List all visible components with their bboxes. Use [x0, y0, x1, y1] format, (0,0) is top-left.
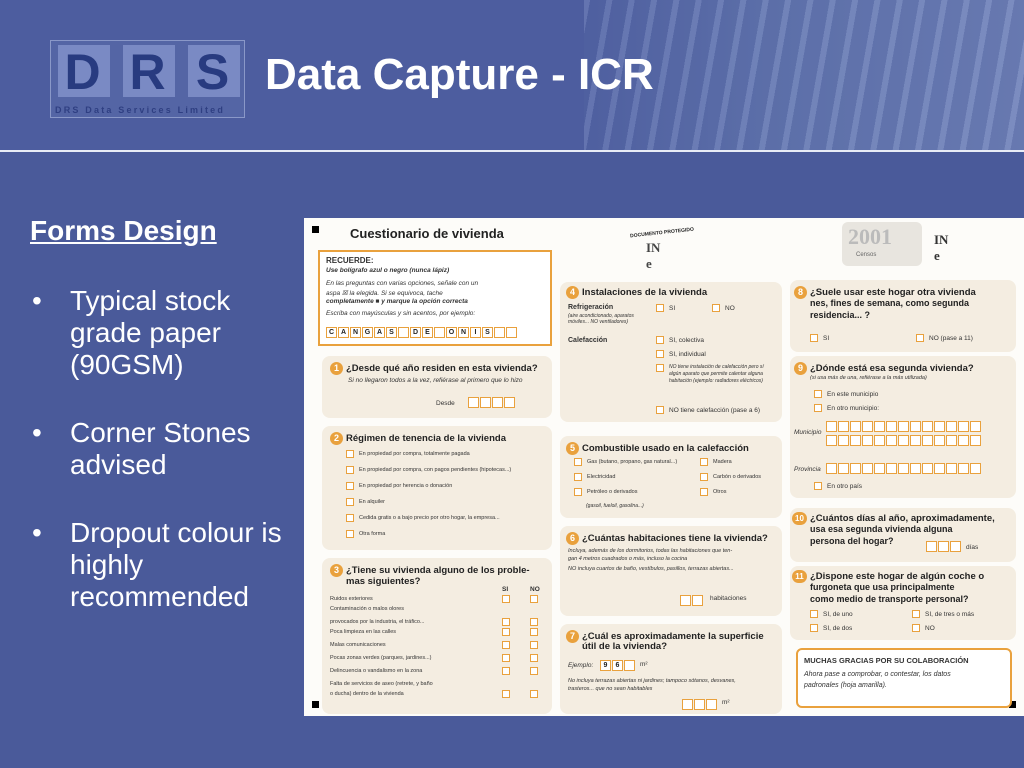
question-5-panel [560, 436, 782, 518]
q11-option-label: SI, de dos [823, 625, 853, 632]
q2-option-label: Cedida gratis o a bajo precio por otro hogar, la empresa... [359, 515, 500, 521]
q3-option-label: Ruidos exteriores [330, 596, 373, 602]
example-letter-box: D [410, 327, 421, 338]
q3-no-checkbox[interactable] [530, 595, 538, 603]
ejemplo-label: Ejemplo: [568, 662, 594, 669]
calef-option-label: SI, colectiva [669, 337, 705, 344]
recuerde-title: RECUERDE: [326, 256, 374, 265]
recuerde-line: completamente ■ y marque la opción correcta [326, 298, 468, 305]
question-title-cont: usa esa segunda vivienda alguna [810, 524, 953, 534]
unit-label: m² [640, 661, 648, 668]
question-note: Incluya, además de los dormitorios, todas las habitaciones que ten- [568, 548, 733, 554]
q2-option-checkbox[interactable] [346, 466, 354, 474]
q3-option-label: Pocas zonas verdes (parques, jardines...) [330, 655, 432, 661]
q3-option-label: Poca limpieza en las calles [330, 629, 397, 635]
example-letter-box: E [422, 327, 433, 338]
instructions-box [318, 250, 552, 346]
habitaciones-label: habitaciones [710, 595, 747, 602]
bullet-item [30, 517, 300, 613]
q3-no-checkbox[interactable] [530, 628, 538, 636]
q8-no-checkbox[interactable] [916, 334, 924, 342]
question-title: Combustible usado en la calefacción [582, 443, 749, 455]
q11-option-label: SI, de uno [823, 611, 853, 618]
q2-option-label: En propiedad por herencia o donación [359, 483, 453, 489]
question-title-cont: persona del hogar? [810, 536, 894, 546]
q2-option-label: En alquiler [359, 499, 385, 505]
question-title-cont: mas siguientes? [346, 576, 421, 587]
no-header: NO [530, 586, 540, 593]
q5-option-label: Madera [713, 459, 732, 465]
municipio-input-boxes[interactable] [826, 432, 982, 450]
header-band [0, 0, 1024, 150]
recuerde-line: En las preguntas con varias opciones, señale con un [326, 280, 479, 287]
q2-option-label: En propiedad por compra, con pagos pendientes (hipotecas...) [359, 467, 512, 473]
example-letter-box: A [338, 327, 349, 338]
si-label: SI [669, 305, 676, 312]
q9-option-checkbox[interactable] [814, 404, 822, 412]
question-title: ¿Cuántas habitaciones tiene la vivienda? [582, 533, 768, 545]
protected-stamp: DOCUMENTO PROTEGIDO [629, 226, 695, 240]
question-note: No incluya terrazas abiertas ni jardines; tampoco sótanos, desvanes, [568, 678, 736, 684]
logo-letter-s: S [188, 45, 240, 97]
question-title-cont: como medio de transporte personal? [810, 594, 969, 604]
question-note: gan 4 metros cuadrados o más, incluso la cocina [568, 556, 688, 562]
q11-option-checkbox[interactable] [912, 610, 920, 618]
q2-option-checkbox[interactable] [346, 450, 354, 458]
question-number: 2 [330, 432, 343, 445]
q2-option-label: En propiedad por compra, totalmente pagada [359, 451, 470, 457]
q2-option-checkbox[interactable] [346, 514, 354, 522]
no-label: NO [725, 305, 735, 312]
question-title-cont: residencia... ? [810, 310, 871, 320]
refrig-no-checkbox[interactable] [712, 304, 720, 312]
no-label: NO (pase a 11) [929, 335, 973, 342]
census-label: Censos [856, 252, 877, 258]
question-note: (si usa más de una, refiérase a la más utilizada) [810, 375, 927, 381]
q5-option-label: Petróleo o derivados [587, 489, 638, 495]
q3-option-label: Delincuencia o vandalismo en la zona [330, 668, 423, 674]
question-10-panel [790, 508, 1016, 562]
dias-input-boxes[interactable] [926, 538, 962, 556]
thanks-line: Ahora pase a comprobar, o contestar, los datos [804, 671, 951, 678]
desde-label: Desde [436, 400, 455, 407]
question-number: 5 [566, 442, 579, 455]
example-letter-box: G [362, 327, 373, 338]
question-number: 3 [330, 564, 343, 577]
q5-option-checkbox[interactable] [700, 473, 708, 481]
q9-option-label: En otro municipio: [827, 405, 880, 412]
calef-option-label: NO tiene instalación de calefacción pero sí algún aparato que permite calentar alguna habitación (ejemplo: radiadores eléctricos) [669, 364, 764, 384]
question-title-cont: útil de la vivienda? [582, 641, 667, 652]
bullet-item [30, 417, 300, 481]
question-6-panel [560, 526, 782, 616]
example-digit: 9 [600, 660, 611, 671]
logo-letter-r: R [123, 45, 175, 97]
census-2001-logo [842, 222, 922, 266]
q11-option-label: SI, de tres o más [925, 611, 975, 618]
municipio-label: Municipio [794, 429, 822, 436]
question-title: ¿Desde qué año residen en esta vivienda? [346, 363, 538, 375]
q3-no-checkbox[interactable] [530, 667, 538, 675]
q9-option-label: En este municipio [827, 391, 879, 398]
q3-si-checkbox[interactable] [502, 667, 510, 675]
bullet-item [30, 285, 300, 381]
question-title: Instalaciones de la vivienda [582, 287, 708, 299]
corner-stone-icon [312, 226, 319, 233]
q3-si-checkbox[interactable] [502, 595, 510, 603]
bullet-dot-icon: • [32, 517, 42, 548]
question-number: 10 [792, 512, 807, 525]
q2-option-checkbox[interactable] [346, 482, 354, 490]
question-8-panel [790, 280, 1016, 352]
forms-design-section [30, 215, 300, 649]
q3-option-label: o ducha) dentro de la vivienda [330, 691, 404, 697]
calef-option-label: NO tiene calefacción (pase a 6) [669, 407, 761, 414]
question-number: 4 [566, 286, 579, 299]
bullet-text: Corner Stones advised [70, 417, 251, 480]
q3-no-checkbox[interactable] [530, 654, 538, 662]
q5-option-checkbox[interactable] [700, 458, 708, 466]
header-divider [0, 150, 1024, 152]
q3-no-checkbox[interactable] [530, 641, 538, 649]
calef-option-checkbox[interactable] [656, 406, 664, 414]
question-9-panel [790, 356, 1016, 498]
example-letter-box: S [386, 327, 397, 338]
q3-no-checkbox[interactable] [530, 618, 538, 626]
question-note: (gasoil, fueloil, gasolina...) [586, 503, 644, 509]
q9-option-checkbox[interactable] [814, 482, 822, 490]
example-letter-box [506, 327, 517, 338]
q9-option-label: En otro país [827, 483, 863, 490]
recuerde-line: Use bolígrafo azul o negro (nunca lápiz) [326, 267, 450, 274]
q11-option-checkbox[interactable] [810, 624, 818, 632]
question-number: 9 [794, 362, 807, 375]
q5-option-checkbox[interactable] [574, 458, 582, 466]
q3-option-label: Falta de servicios de aseo (retrete, y baño [330, 681, 433, 687]
ine-logo: IN e [646, 240, 661, 271]
refrig-si-checkbox[interactable] [656, 304, 664, 312]
q3-option-label: provocados por la industria, el tráfico... [330, 619, 425, 625]
example-letter-box: A [374, 327, 385, 338]
forms-design-heading: Forms Design [30, 215, 217, 246]
drs-logo [50, 40, 245, 118]
question-number: 6 [566, 532, 579, 545]
q5-option-checkbox[interactable] [574, 473, 582, 481]
recuerde-line: Escriba con mayúsculas y sin acentos, por ejemplo: [326, 310, 476, 317]
question-title: ¿Suele usar este hogar otra vivienda [810, 287, 976, 299]
form-title: Cuestionario de vivienda [350, 226, 504, 241]
surface-input-boxes[interactable] [682, 696, 718, 714]
q2-option-checkbox[interactable] [346, 498, 354, 506]
question-number: 1 [330, 362, 343, 375]
question-1-panel [322, 356, 552, 418]
question-note: trasteros... que no sean habitables [568, 686, 653, 692]
census-form-image [304, 218, 1024, 716]
question-3-panel [322, 558, 552, 714]
example-letter-box: C [326, 327, 337, 338]
slide-title: Data Capture - ICR [265, 50, 654, 99]
bullet-dot-icon: • [32, 285, 42, 316]
q3-si-checkbox[interactable] [502, 690, 510, 698]
question-7-panel [560, 624, 782, 714]
q11-option-label: NO [925, 625, 935, 632]
si-header: SI [502, 586, 509, 593]
q5-option-checkbox[interactable] [574, 488, 582, 496]
question-2-panel [322, 426, 552, 550]
question-note: Si no llegaron todos a la vez, refiérase al primero que lo hizo [348, 377, 523, 384]
question-11-panel [790, 566, 1016, 640]
logo-letter-d: D [58, 45, 110, 97]
q5-option-checkbox[interactable] [700, 488, 708, 496]
corner-stone-icon [312, 701, 319, 708]
example-letter-box: N [458, 327, 469, 338]
example-letter-box: O [446, 327, 457, 338]
q3-si-checkbox[interactable] [502, 618, 510, 626]
calef-option-label: SI, individual [669, 351, 706, 358]
provincia-label: Provincia [794, 466, 821, 473]
question-number: 11 [792, 570, 807, 583]
q8-si-checkbox[interactable] [810, 334, 818, 342]
q3-si-checkbox[interactable] [502, 628, 510, 636]
q3-si-checkbox[interactable] [502, 641, 510, 649]
census-year: 2001 [848, 224, 892, 249]
question-title: ¿Cuál es aproximadamente la superficie [582, 631, 764, 643]
ine-logo-right: IN e [934, 232, 949, 263]
thanks-title: MUCHAS GRACIAS POR SU COLABORACIÓN [804, 656, 969, 665]
q9-option-checkbox[interactable] [814, 390, 822, 398]
unit-label: m² [722, 699, 730, 706]
dias-label: días [966, 544, 979, 551]
calefaccion-label: Calefacción [568, 337, 608, 344]
bullet-text: Typical stock grade paper (90GSM) [70, 285, 231, 380]
example-letter-box [434, 327, 445, 338]
example-letter-box [494, 327, 505, 338]
thanks-line: padronales (hoja amarilla). [804, 682, 887, 689]
question-title: ¿Dónde está esa segunda vivienda? [810, 363, 974, 375]
example-letter-box: S [482, 327, 493, 338]
example-digit: 6 [612, 660, 623, 671]
calef-option-checkbox[interactable] [656, 364, 664, 372]
question-title-cont: nes, fines de semana, como segunda [810, 298, 970, 308]
bullet-dot-icon: • [32, 417, 42, 448]
bullet-text: Dropout colour is highly recommended [70, 517, 282, 612]
year-input-boxes[interactable] [468, 394, 516, 412]
question-title: ¿Dispone este hogar de algún coche o [810, 571, 985, 583]
logo-subtitle: DRS Data Services Limited [55, 105, 226, 115]
recuerde-line: aspa ☒ la elegida. Si se equivoca, tache [326, 290, 443, 297]
question-note: NO incluya cuartos de baño, vestíbulos, pasillos, terrazas abiertas... [568, 566, 734, 572]
q11-option-checkbox[interactable] [912, 624, 920, 632]
q2-option-label: Otra forma [359, 531, 386, 537]
refrigeracion-label: Refrigeración [568, 304, 614, 311]
q3-option-label: Malas comunicaciones [330, 642, 386, 648]
question-number: 7 [566, 630, 579, 643]
question-title: Régimen de tenencia de la vivienda [346, 433, 506, 445]
q5-option-label: Gas (butano, propano, gas natural...) [587, 459, 678, 465]
thanks-box [796, 648, 1012, 708]
example-letter-box: N [350, 327, 361, 338]
calef-option-checkbox[interactable] [656, 336, 664, 344]
provincia-input-boxes[interactable] [826, 460, 982, 478]
q2-option-checkbox[interactable] [346, 530, 354, 538]
q11-option-checkbox[interactable] [810, 610, 818, 618]
example-letter-box: I [470, 327, 481, 338]
question-title: ¿Cuántos días al año, aproximadamente, [810, 513, 995, 525]
question-title-cont: furgoneta que usa principalmente [810, 582, 955, 592]
question-title: ¿Tiene su vivienda alguno de los proble- [346, 565, 530, 577]
q3-no-checkbox[interactable] [530, 690, 538, 698]
question-number: 8 [794, 286, 807, 299]
calef-option-checkbox[interactable] [656, 350, 664, 358]
q5-option-label: Otros [713, 489, 727, 495]
question-4-panel [560, 282, 782, 422]
example-surface-boxes [600, 657, 636, 675]
refrigeracion-note: (aire acondicionado, aparatos móviles... NO ventiladores) [568, 313, 634, 325]
q3-option-label: Contaminación o malos olores [330, 606, 404, 612]
q3-si-checkbox[interactable] [502, 654, 510, 662]
q5-option-label: Electricidad [587, 474, 616, 480]
si-label: SI [823, 335, 830, 342]
habitaciones-input-boxes[interactable] [680, 592, 704, 610]
example-letter-boxes [326, 324, 518, 342]
q5-option-label: Carbón o derivados [713, 474, 762, 480]
example-letter-box [398, 327, 409, 338]
